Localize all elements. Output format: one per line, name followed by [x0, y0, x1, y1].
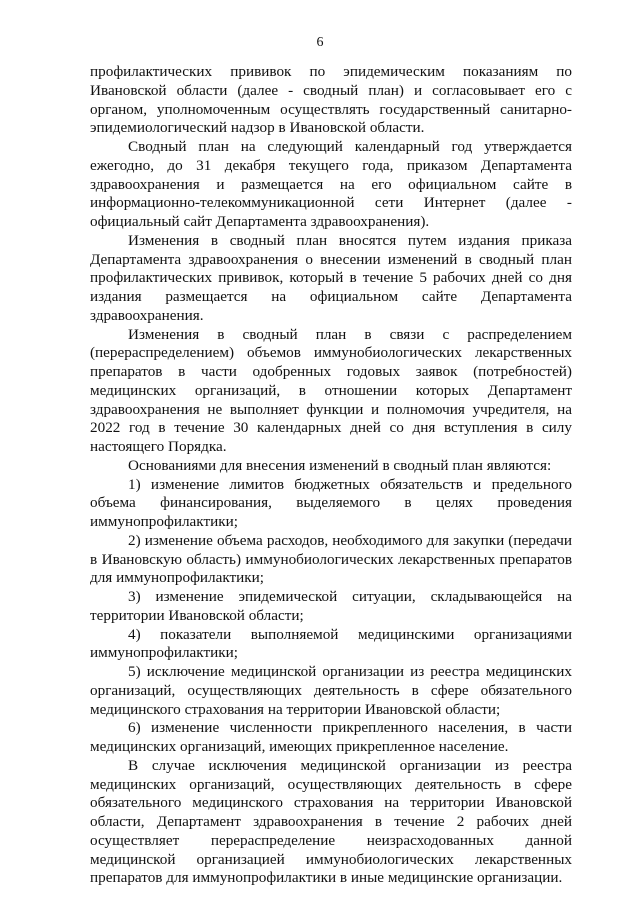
- list-item-2: 2) изменение объема расходов, необходимого для закупки (передачи в Ивановскую область) иммунобиологических лекарственных препаратов для иммунопрофилактики;: [90, 531, 572, 587]
- list-item-4: 4) показатели выполняемой медицинскими организациями иммунопрофилактики;: [90, 625, 572, 662]
- list-item-5: 5) исключение медицинской организации из реестра медицинских организаций, осуществляющих деятельность в сфере обязательного медицинского страхования на территории Ивановской области;: [90, 663, 572, 718]
- paragraph-exclusion-case: В случае исключения медицинской организации из реестра медицинских организаций, осуществляющих деятельность в сфере обязательного медицинского страхования на территории Ивановской области, Департамент здравоохранения в течение 2 рабочих дней осуществляет перераспределение неизрасходованных данной медицинской организацией иммунобиологических лекарственных препаратов для иммунопрофилактики в иные медицинские организации.: [90, 756, 572, 887]
- list-item-6: 6) изменение численности прикрепленного населения, в части медицинских организаций, имеющих прикрепленное население.: [90, 719, 572, 755]
- document-body: [90, 63, 572, 888]
- page-number: 6: [316, 35, 324, 50]
- paragraph-annual-plan: Сводный план на следующий календарный год утверждается ежегодно, до 31 декабря текущего года, приказом Департамента здравоохранения и размещается на его официальном сайте в информационно-телекоммуникационной сети Интернет (далее - официальный сайт Департамента здравоохранения).: [90, 138, 572, 230]
- list-item-1: 1) изменение лимитов бюджетных обязательств и предельного объема финансирования, выделяемого в целях проведения иммунопрофилактики;: [90, 475, 572, 530]
- paragraph-plan-changes: Изменения в сводный план вносятся путем издания приказа Департамента здравоохранения о внесении изменений в сводный план профилактических прививок, который в течение 5 рабочих дней со дня издания размещается на официальном сайте Департамента здравоохранения.: [90, 231, 572, 324]
- paragraph-grounds-intro: Основаниями для внесения изменений в сводный план являются:: [128, 456, 552, 474]
- paragraph-continuation: профилактических прививок по эпидемическим показаниям по Ивановской области (далее - сводный план) и согласовывает его с органом, уполномоченным осуществлять государственный санитарно-эпидемиологический надзор в Ивановской области.: [90, 63, 572, 137]
- list-item-3: 3) изменение эпидемической ситуации, складывающейся на территории Ивановской области;: [90, 588, 572, 624]
- paragraph-redistribution: Изменения в сводный план в связи с распределением (перераспределением) объемов иммунобиологических лекарственных препаратов в части одобренных годовых заявок (потребностей) медицинских организаций, в отношении которых Департамент здравоохранения не выполняет функции и полномочия учредителя, на 2022 год в течение 30 календарных дней со дня вступления в силу настоящего Порядка.: [90, 325, 572, 455]
